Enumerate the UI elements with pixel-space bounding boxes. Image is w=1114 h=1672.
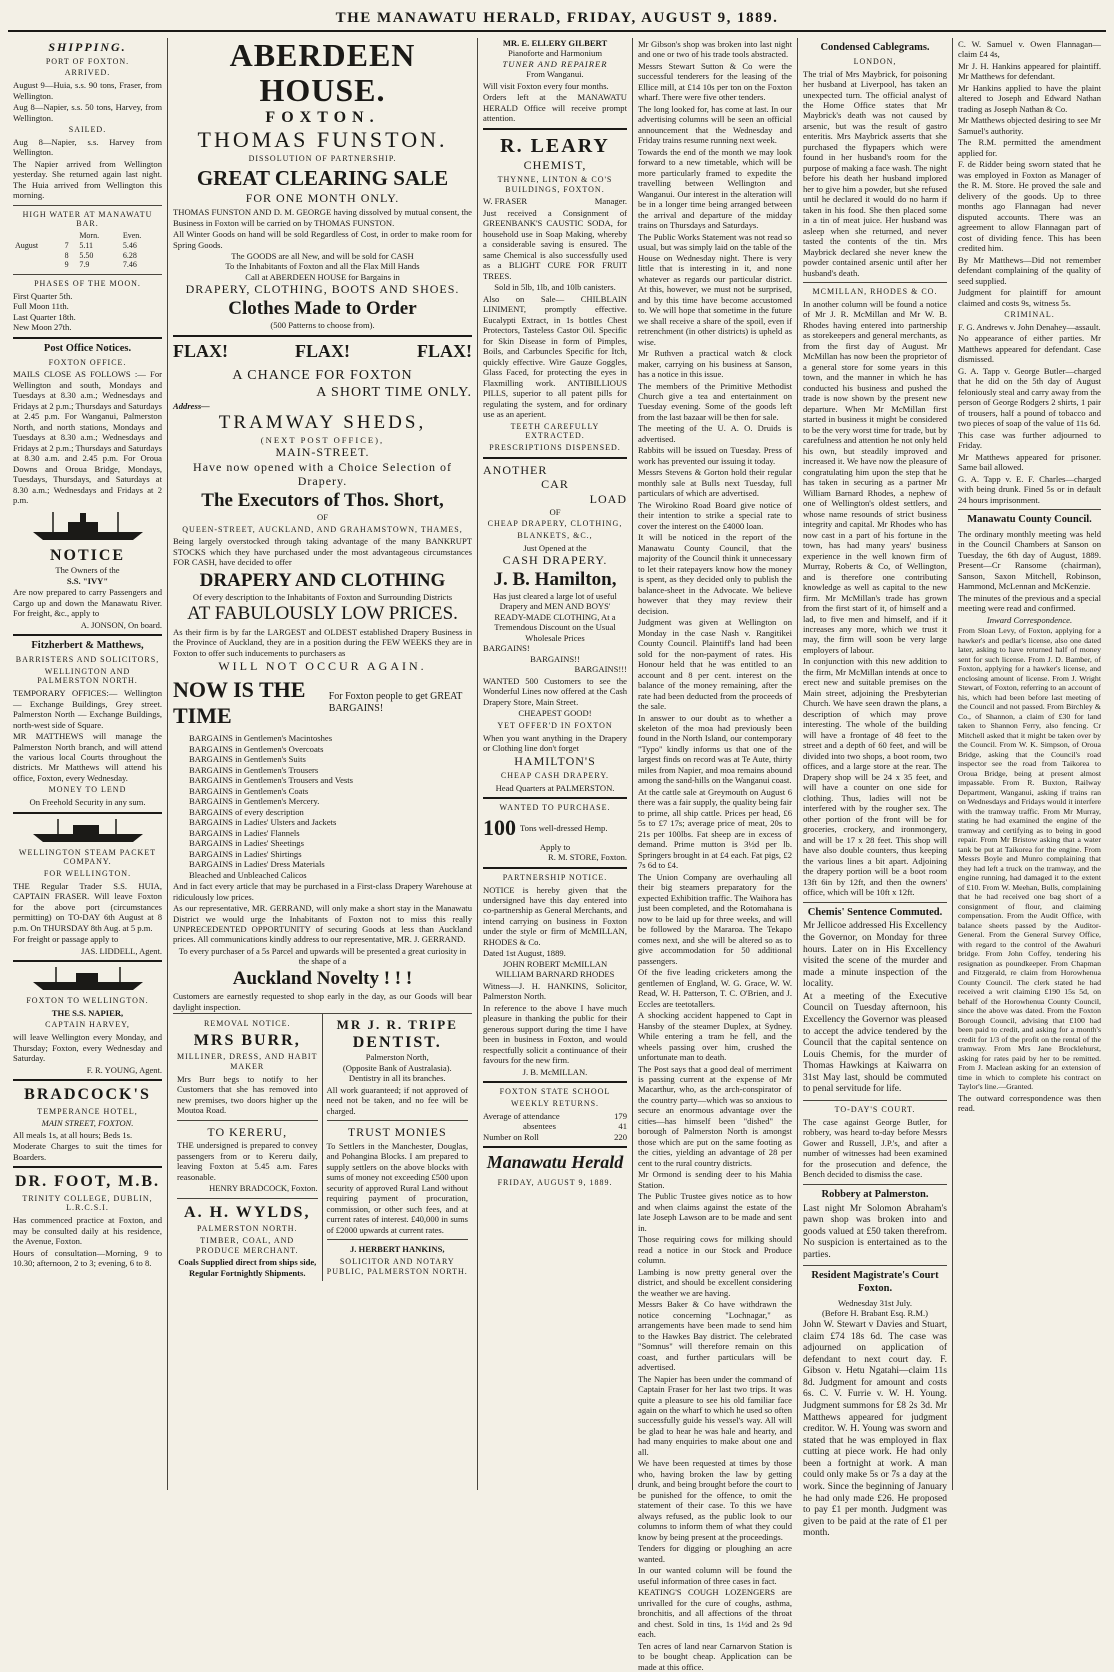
cheapest-label: CHEAPEST GOOD! xyxy=(518,708,592,719)
news-paragraph: A shocking accident happened to Capt in Hansby of the steamer Duplex, at Sydney. While entering a tram he fell, and the wheels passing over him, crushed the unfortunate man to death. xyxy=(638,1010,792,1063)
court-paragraph: Mr J. H. Hankins appeared for plaintiff. Mr Matthews for defendant. xyxy=(958,60,1101,82)
f2w-ship: THE S.S. NAPIER, xyxy=(51,1007,124,1018)
criminal-label: CRIMINAL. xyxy=(1004,310,1055,320)
aberdeen-town: FOXTON. xyxy=(265,109,380,127)
tide-table: Morn. Even. August 7 5.11 5.46 8 5.50 6.28 9 7.9 7.46 xyxy=(13,231,162,270)
tide-row: August 7 5.11 5.46 xyxy=(15,240,137,250)
shipping-title: SHIPPING. xyxy=(48,40,127,54)
teeth-text: TEETH CAREFULLY EXTRACTED. xyxy=(510,421,600,441)
court-paragraph: This case was further adjourned to Friday. xyxy=(958,429,1101,451)
fraser-name: W. FRASER xyxy=(483,196,528,207)
news-paragraph: Mr Ormond is sending deer to his Mahia Station. xyxy=(638,1169,792,1190)
reference-sign: J. B. McMILLAN. xyxy=(522,1066,588,1077)
tripe-warrant: All work guaranteed; if not approved of need not be taken, and no fee will be charged. xyxy=(326,1084,468,1116)
steamship-icon xyxy=(28,818,148,844)
court-title: TO-DAY'S COURT. xyxy=(834,1105,916,1115)
wanted2-title: WANTED TO PURCHASE. xyxy=(499,803,611,813)
list-item: BARGAINS in Gentlemen's Macintoshes xyxy=(189,733,333,744)
of-label: OF xyxy=(317,512,328,523)
novelty-title: Auckland Novelty ! ! ! xyxy=(232,967,413,989)
wylds-regular: Regular Fortnightly Shipments. xyxy=(188,1267,306,1278)
chemis-title: Chemis' Sentence Commuted. xyxy=(807,906,943,918)
hamiltons-label: HAMILTON'S xyxy=(514,754,596,769)
small-ads-row xyxy=(173,1013,472,1281)
trust-title: TRUST MONIES xyxy=(347,1125,447,1140)
school-weekly: WEEKLY RETURNS. xyxy=(510,1098,600,1108)
dr-hours: Hours of consultation—Morning, 9 to 10.30; afternoon, 2 to 3; evening, 6 to 8. xyxy=(13,1247,162,1269)
also-text: Also on Sale— CHILBLAIN LINIMENT, promptly effective. Eucalypti Extract, in 1s bottles Chest Protectors, Tasteless Castor Oil. Specific for Skin Disease in form of Pimples, Boils, and Carbuncles Specific for Itch, quickly effective. Wire Gauze Goggles, Glass Faced, for protecting the eyes in Flaxmilling work. ANTIBILLIOUS PILLS, superior to all patent pills for regulating the system, and for ordinary use as an aperient. xyxy=(483,293,627,420)
mcm-title: MCMILLAN, RHODES & CO. xyxy=(812,287,938,297)
court-paragraph: G. A. Tapp v. George Butler—charged that he did on the 5th day of August feloniously steal and carry away from the person of George Rodgers 2 shirts, 1 pair of trousers, half a pound of tobacco and two pieces of soap of the value of 11s 6d. xyxy=(958,365,1101,429)
chemis-text2: At a meeting of the Executive Council on Tuesday afternoon, his Excellency the Governor was pleased to accept the advice tendered by the Council that the capital sentence on Louis Chemis, for the murder of Thomas Hawkings at Kaiwarra on 31st May last, should be commuted to penal servitude for life. xyxy=(803,991,947,1095)
chemist-addr: THYNNE, LINTON & CO'S BUILDINGS, FOXTON. xyxy=(497,174,613,194)
burr-text: Mrs Burr begs to notify to her Customers that she has removed into new premises, two doors higher up the Moutoa Road. xyxy=(177,1073,318,1116)
daylight-text: Customers are earnestly requested to shop early in the day, as our Goods will bear daylight inspection. xyxy=(173,991,472,1012)
dr-text: Has commenced practice at Foxton, and may be consulted daily at his residence, the Avenue, Foxton. xyxy=(13,1215,162,1247)
post-title: Post Office Notices. xyxy=(43,342,132,354)
bargains-list xyxy=(173,733,472,880)
brad-addr: MAIN STREET, FOXTON. xyxy=(41,1118,134,1129)
steam-for: FOR WELLINGTON. xyxy=(43,869,132,879)
fitz-text: MR MATTHEWS will manage the Palmerston North branch, and will attend the various local Courts throughout the districts. Mr Matthews will attend his office, Foxton, every Wednesday. xyxy=(13,731,162,783)
tide-row: 8 5.50 6.28 xyxy=(64,250,137,260)
news-paragraph: At the cattle sale at Greymouth on August 6 there was a fair supply, the quality being fair to prime, all ship cattle. Prices per head, £6 5s to £7 17s; average price of meat, 20s to 21s per 100lbs. Fat sheep are in excess of demand. Prime mutton is 3½d per lb. Springers brought in at £4 each. Fat pigs, £2 7s 6d to £4. xyxy=(638,786,792,871)
call-text: Call at ABERDEEN HOUSE for Bargains in xyxy=(245,271,400,282)
for-foxton: For Foxton people to get GREAT BARGAINS! xyxy=(328,691,463,715)
notice-owners: The Owners of the xyxy=(55,565,120,576)
court-paragraph: F. de Ridder being sworn stated that he was employed in Foxton as Manager of the R. M. Store. He proved the sale and delivery of the goods. Up to three months ago Flannagan had never disputed accounts. There was an agreement to allow Flannagan part of cost of dividing fence. This has been credited him. xyxy=(958,159,1101,254)
list-item: BARGAINS in Ladies' Sheetings xyxy=(189,838,304,849)
manager-label: Manager. xyxy=(594,196,627,207)
wylds-addr: PALMERSTON NORTH. xyxy=(196,1224,298,1234)
hamilton-text: Has just cleared a large lot of useful Drapery and MEN AND BOYS' READY-MADE CLOTHING, At a Tremendous Discount on the Usual Wholesale Prices xyxy=(493,590,617,643)
news-paragraph: Ten acres of land near Carnarvon Station is to be bought cheap. Application can be made at this office. xyxy=(638,1640,792,1672)
moon-title: PHASES OF THE MOON. xyxy=(34,279,141,289)
flax-row xyxy=(173,341,472,363)
now-is-time: NOW IS THE TIME xyxy=(173,676,306,729)
fitz-title: Fitzherbert & Matthews, xyxy=(31,640,144,652)
every-desc: Of every description to the Inhabitants of Foxton and Surrounding Districts xyxy=(192,591,453,602)
masthead: THE MANAWATU HERALD, FRIDAY, AUGUST 9, 1889. xyxy=(8,6,1106,32)
port-label: PORT OF FOXTON. xyxy=(45,56,130,66)
shipping-notes: The Napier arrived from Wellington yesterday. She returned again last night. The Huia arrived from Wellington this morning. xyxy=(13,158,162,201)
partner-witness: Witness—J. H. HANKINS, Solicitor, Palmerston North. xyxy=(483,980,627,1002)
visit-text: Will visit Foxton every four months. xyxy=(483,80,609,91)
arrival-item: Aug 8—Napier, s.s. 50 tons, Harvey, from Wellington. xyxy=(13,102,162,123)
court-paragraph: C. W. Samuel v. Owen Flannagan—claim £4 4s, xyxy=(958,39,1101,60)
news-paragraph: Rabbits will be issued on Tuesday. Press of work has prevented our issuing it today. xyxy=(638,445,792,466)
fitz-sub: BARRISTERS AND SOLICITORS, xyxy=(15,654,160,664)
another-label: ANOTHER xyxy=(483,462,548,477)
fitz-offices: TEMPORARY OFFICES:— Wellington — Exchange Buildings, Grey street. Palmerston North — Exchange Buildings, north-west side of Square. xyxy=(13,688,162,730)
car-label: CAR xyxy=(541,477,569,492)
attendance-label: Average of attendance xyxy=(483,1110,560,1121)
herald-logo: Manawatu Herald xyxy=(486,1152,624,1173)
court-paragraph: Mr Hankins applied to have the plaint altered to Joseph and Edward Nathan trading as Joseph Nathan & Co. xyxy=(958,82,1101,114)
orders-text: Orders left at the MANAWATU HERALD Office will receive prompt attention. xyxy=(483,92,627,124)
list-item: BARGAINS in Gentlemen's Trousers xyxy=(189,764,319,775)
moon-item: Last Quarter 18th. xyxy=(13,311,76,322)
cheap-cash: CHEAP CASH DRAPERY. xyxy=(500,771,610,781)
news-paragraph: Tenders for digging or ploughing an acre wanted. xyxy=(638,1543,792,1564)
arrived-label: ARRIVED. xyxy=(64,68,111,78)
brad-sub: TEMPERANCE HOTEL, xyxy=(37,1106,138,1116)
rm-date: Wednesday 31st July. xyxy=(838,1298,912,1308)
court-paragraph: F. G. Andrews v. John Denahey—assault. xyxy=(958,321,1101,332)
court-paragraph: The R.M. permitted the amendment applied for. xyxy=(958,137,1101,158)
intro-text: THOMAS FUNSTON AND D. M. GEORGE having dissolved by mutual consent, the Business in Foxton will be carried on by THOMAS FUNSTON. xyxy=(173,207,472,228)
notice-ship: S.S. "IVY" xyxy=(66,575,109,586)
burr-sub: MILLINER, DRESS, AND HABIT MAKER xyxy=(177,1052,318,1072)
news-paragraph: Mr Ruthven a practical watch & clock maker, carrying on his business at Sanson, has a notice in this issue. xyxy=(638,348,792,380)
news-paragraph: Messrs Baker & Co have withdrawn the notice concerning "Lochnagar," as arrangements have been made to send him to the Hawkes Bay district. The celebrated "Somnus" will therefore remain on this coast, and further particulars will be advertised. xyxy=(638,1299,792,1373)
hamilton-title: J. B. Hamilton, xyxy=(493,568,617,590)
dr-college: TRINITY COLLEGE, DUBLIN, L.R.C.S.I. xyxy=(22,1193,153,1213)
kereru-text: THE undersigned is prepared to convey passengers from or to Kereru daily, leaving Foxton at 5.45 a.m. Fares reasonable. xyxy=(177,1140,318,1182)
news-paragraph: Messrs Stewart Sutton & Co were the successful tenderers for the leasing of the Ellice mill, at £14 10s per ton on the Foxton wharf. There were five other tenders. xyxy=(638,60,792,103)
news-paragraph: In our wanted column will be found the useful information of three cases in fact. xyxy=(638,1565,792,1586)
mcm-text: In another column will be found a notice of Mr J. R. McMillan and Mr W. B. Rhodes having entered into partnership as storekeepers and general merchants, as from the first day of August. Mr McMillan has now been the proprietor of a general store for some years in this town, and the manner in which he has conducted his business and pushed the trade is now shown by the present new departure. When Mr McMillan first started in business it might be considered to be the very worst time for trade, but by carefulness and attention he not only held his own, but steadily improved and increased it. We have now the pleasure of congratulating him upon the step that he has taken in securing as a partner Mr William Barnard Rhodes, a nephew of one of Wellington's oldest settlers, and whose name resounds of strict business integrity and capital. Mr Rhodes who has now cast in a part of his fortune in the town, has had many years' business experience in the well known firm of Murray, Roberts & Co, of Wellington, and is therefore one contributing knowledge as well as capital to the new firm. Mr McMillan's trade has grown from the first start of it, of himself and a lad, to five men and himself, and if it increases any more, which we trust it may, the firm will soon be very large employers of labour. xyxy=(803,298,947,655)
opened-line: Just Opened at the xyxy=(523,542,587,553)
wanted-text: WANTED 500 Customers to see the Wonderful Lines now offered at the Cash Drapery Store, Main Street. xyxy=(483,675,627,707)
list-item: BARGAINS in Ladies' Flannels xyxy=(189,827,300,838)
short-time-line: A SHORT TIME ONLY. xyxy=(316,384,472,400)
wylds-title: A. H. WYLDS, xyxy=(184,1203,311,1221)
wylds-coals: Coals Supplied direct from ships side, xyxy=(178,1257,317,1268)
next-post: (NEXT POST OFFICE), xyxy=(260,434,385,445)
inhabitants-text: To the Inhabitants of Foxton and all the Flax Mill Hands xyxy=(225,261,420,272)
court-text: The case against George Butler, for robbery, was heard to-day before Messrs Gower and Russell, J.P.'s, and after a number of witnesses had been examined for the prosecution and defence, the Bench decided to dismiss the case. xyxy=(803,1116,947,1180)
rm-text: John W. Stewart v Davies and Stuart, claim £74 18s 6d. The case was adjourned on application of defendant to next court day. F. Gibson v. Hetu Ngatahi—claim 11s 8d. Judgment for amount and costs 6s. C. V. Furrie v. W. H. Young. Judgment summons for £8 2s 3d. Mr Matthews appeared for judgment creditor. W. H. Young was sworn and stated that he was employed in flax cutting at piece work. He had only been a fortnight at work. A man could only make 5s or 7s a day at the work. Since the beginning of January he had only made £26. He proposed to pay £1 per month. Judgment was given to be paid at the rate of £1 per month. xyxy=(803,1319,947,1539)
rm-before: (Before H. Brabant Esq. R.M.) xyxy=(822,1308,928,1319)
sailed-item: Aug 8—Napier, s.s. Harvey from Wellington. xyxy=(13,136,162,158)
fitz-addr: WELLINGTON AND PALMERSTON NORTH. xyxy=(37,666,138,686)
court-paragraph: G. A. Tapp v. E. F. Charles—charged with being drunk. Fined 5s or in default 24 hours imprisonment. xyxy=(958,473,1101,505)
notice-title: NOTICE xyxy=(49,546,126,564)
largest-text: As their firm is by far the LARGEST and OLDEST established Drapery Business in the Province of Auckland, they are in a position during the FEW WEEKS they are in Foxton to offer such inducements to purchasers as xyxy=(173,626,472,658)
list-item: Bleached and Unbleached Calicos xyxy=(189,869,307,880)
purchaser-text: To every purchaser of a 5s Parcel and upwards will be presented a great curiosity in the shape of a xyxy=(178,945,467,967)
steam-agent: JAS. LIDDELL, Agent. xyxy=(81,945,162,956)
partner-dated: Dated 1st August, 1889. xyxy=(483,948,566,959)
hankins-sub: SOLICITOR AND NOTARY PUBLIC, PALMERSTON NORTH. xyxy=(326,1256,468,1276)
dr-title: DR. FOOT, M.B. xyxy=(14,1173,161,1191)
tramway-title: TRAMWAY SHEDS, xyxy=(218,412,427,434)
list-item: BARGAINS in Gentlemen's Suits xyxy=(189,754,306,765)
news-paragraph: Those requiring cows for milking should read a notice in our Stock and Produce column. xyxy=(638,1234,792,1266)
news-paragraph: Mr Gibson's shop was broken into last night and one or two of his trade tools abstracted. xyxy=(638,39,792,60)
wylds-trade: TIMBER, COAL, AND PRODUCE MERCHANT. xyxy=(195,1235,299,1255)
when-you: When you want anything in the Drapery or Clothing line don't forget xyxy=(483,732,627,753)
main-street: MAIN-STREET. xyxy=(275,444,370,459)
news-paragraph: The Napier has been under the command of Captain Fraser for her last two trips. It was quite a pleasure to see his old familiar face again on the wharf to which he used so often successfully guide his vessel's way. All will be glad to hear he was hale and hearty, and had many enquiries to make about one and all. xyxy=(638,1373,792,1457)
drapery-line: DRAPERY, CLOTHING, BOOTS AND SHOES. xyxy=(185,282,460,297)
news-paragraph: Towards the end of the month we may look forward to a new timetable, which will be more particularly framed to expedite the travelling between Wellington and Wanganui. Our interest in the alteration will be in a longer time being arranged between the arrival and departure of the midday trains on Thursdays and Saturdays. xyxy=(638,146,792,231)
column-5 xyxy=(798,38,953,1539)
column-4 xyxy=(633,38,798,1672)
from-label: From Wanganui. xyxy=(526,69,584,80)
news-paragraph: Judgment was given at Wellington on Monday in the case Nash v. Rangitikei County Council. Plaintiff's land had been sold for the non-payment of rates. His Honour held that he was entitled to an account and 8 per cent. interest on the balance of the money remaining, after the rate had been deducted from the proceeds of the sale. xyxy=(638,617,792,712)
store-sign: R. M. STORE, Foxton. xyxy=(548,852,627,863)
goods-text: The GOODS are all New, and will be sold for CASH xyxy=(231,251,414,261)
kereru-sign: HENRY BRADCOCK, Foxton. xyxy=(209,1183,318,1194)
news-paragraph: The Wirokino Road Board give notice of their intention to strike a special rate to cover the interest on the £4000 loan. xyxy=(638,499,792,531)
news-paragraph: The meeting of the U. A. O. Druids is advertised. xyxy=(638,423,792,444)
column-6 xyxy=(953,38,1106,1490)
robbery-title: Robbery at Palmerston. xyxy=(821,1188,929,1200)
roll-label: Number on Roll xyxy=(483,1131,539,1142)
school-title: FOXTON STATE SCHOOL xyxy=(499,1087,611,1097)
cable-london: LONDON, xyxy=(853,56,897,66)
aberdeen-title: ABERDEEN HOUSE. xyxy=(229,37,416,109)
clearing-sale: GREAT CLEARING SALE xyxy=(196,165,449,190)
leary-title: R. LEARY xyxy=(500,134,610,157)
column-1 xyxy=(8,38,168,1490)
flax-word: FLAX! xyxy=(417,340,472,361)
news-paragraph: KEATING'S COUGH LOZENGERS are unrivalled for the cure of coughs, asthma, bronchitis, and all affections of the throat and chest. Sold in tins, 1s 1½d and 2s 9d each. xyxy=(638,1587,792,1640)
steam-freight: For freight or passage apply to xyxy=(13,934,119,945)
bargains-3: BARGAINS!!! xyxy=(574,664,627,675)
news-paragraph: The long looked for, has come at last. In our advertising columns will be seen an official announcement that the Wednesday and Friday trains resume running next week. xyxy=(638,103,792,146)
list-item: BARGAINS in Gentlemen's Trousers and Vests xyxy=(189,775,353,786)
court-paragraph: Mr Matthews objected desiring to see Mr Samuel's authority. xyxy=(958,115,1101,136)
newspaper-page xyxy=(8,37,1106,1672)
flax-word: FLAX! xyxy=(295,340,350,361)
arrival-item: August 9—Huia, s.s. 90 tons, Fraser, from Wellington. xyxy=(13,80,162,101)
chemis-text: Mr Jellicoe addressed His Excellency the Governor, on Monday for three hours. Later on in His Excellency visited the scene of the murder and made a minute inspection of the locality. xyxy=(803,921,947,990)
f2w-agent: F. R. YOUNG, Agent. xyxy=(86,1064,162,1075)
executors-title: The Executors of Thos. Short, xyxy=(201,489,444,511)
list-item: BARGAINS in Gentlemen's Mercery. xyxy=(189,796,320,807)
tripe-title: MR J. R. TRIPE xyxy=(336,1017,458,1033)
chance-line: A CHANCE FOR FOXTON xyxy=(232,367,413,383)
burr-title: MRS BURR, xyxy=(193,1031,301,1049)
will-not-occur: WILL NOT OCCUR AGAIN. xyxy=(218,659,427,673)
money-sub: On Freehold Security in any sum. xyxy=(29,797,146,808)
consign-text: Just received a Consignment of GREENBANK'S CAUSTIC SODA, for household use in Soap Making, whereby a considerable saving is ensured. The same Chemical is also successfully used as a BLIGHT CURE FOR FRUIT TREES. xyxy=(483,207,627,281)
herald-date: FRIDAY, AUGUST 9, 1889. xyxy=(497,1178,613,1188)
council-text: The ordinary monthly meeting was held in the Council Chambers at Sanson on Tuesday, the 6th day of August, 1889. Present—Cr Ransome (chairman), Sanson, Saxon Mitchell, Robinson, Hammond, McLennan and McKenzie. xyxy=(958,528,1101,592)
yet-offer: YET OFFER'D IN FOXTON xyxy=(497,720,613,730)
cable-text: The trial of Mrs Maybrick, for poisoning her husband at Liverpool, has taken an unexpected turn. The official analyst of the Home Office states that Mr Maybrick's death was not caused by arsenic, but was the result of gastro enteritis. Mrs Maybrick asserts that she purchased the flypapers which were found in her husband's room for the purpose of making a face wash. The night before his death her husband implored her to give him a powder, but she refused until he declared it would do no harm if taken in his food. She then placed some in a tin of meat juice. Her husband was asleep when she returned, and never tasted the contents of the tin. Mrs Maybrick declared she never knew the powder contained arsenic until after her husband's death. xyxy=(803,68,947,278)
tons-text: Tons well-dressed Hemp. xyxy=(520,823,608,834)
list-item: BARGAINS in Ladies' Ulsters and Jackets xyxy=(189,817,337,828)
dissolution: DISSOLUTION OF PARTNERSHIP. xyxy=(248,154,397,164)
post-text: MAILS CLOSE AS FOLLOWS :— For Wellington and south, Mondays and Tuesdays at 8.30 a.m.; Wednesdays and Fridays at 2 p.m.; Thursdays and Saturdays at 2.45 p.m. For Wanganui, Palmerston North, and north stations, Mondays and Tuesdays at 8.30 a.m.; Wednesdays and Fridays at 2 p.m.; Thursdays and Saturdays at 8.30 a.m. and 2.45 p.m. For Oroua Downs and Oroua Bridge, Mondays, Tuesdays, Thursdays, and Saturdays at 8.30 a.m.; Wednesdays and Fridays at 2 p.m. xyxy=(13,369,162,506)
flax-word: FLAX! xyxy=(173,340,228,361)
court-paragraph: No appearance of either parties. Mr Matthews appeared for defendant. Case dismissed. xyxy=(958,333,1101,365)
f2w-captain: CAPTAIN HARVEY, xyxy=(45,1020,130,1030)
brad-meals: All meals 1s, at all hours; Beds 1s. xyxy=(13,1129,133,1140)
absentees-label: absentees xyxy=(523,1121,556,1132)
drapery-clothing: DRAPERY AND CLOTHING xyxy=(199,569,446,591)
bargains-2: BARGAINS!! xyxy=(530,653,580,664)
sailed-label: SAILED. xyxy=(68,125,107,135)
tide-row: 9 7.9 7.46 xyxy=(64,260,137,270)
attendance-value: 179 xyxy=(614,1110,627,1121)
news-paragraph: The Public Works Statement was not read so usual, but was simply laid on the table of the House on Wednesday night. There is very little that is interesting in it, and none whatever as regards our particular district. At this, however, we must not be surprised, and by this time have become accustomed to. We will hope that sometime in the future we shall receive a share of the spoil, even if retrenchment (in other districts) is upheld as wise. xyxy=(638,231,792,347)
news-paragraph: Messrs Stevens & Gorton hold their regular monthly sale at Bulls next Tuesday, full particulars of which are advertised. xyxy=(638,467,792,499)
partner-names: JOHN ROBERT McMILLAN WILLIAM BARNARD RHODES xyxy=(495,958,615,980)
clothes-title: Clothes Made to Order xyxy=(228,298,417,320)
court-paragraph: Mr Matthews appeared for prisoner. Same bail allowed. xyxy=(958,451,1101,473)
list-item: BARGAINS in Ladies' Shirtings xyxy=(189,848,302,859)
gilbert-sub: Pianoforte and Harmonium xyxy=(507,48,603,59)
list-item: BARGAINS in Gentlemen's Overcoats xyxy=(189,743,324,754)
council-title: Manawatu County Council. xyxy=(967,514,1092,526)
outward-text: The outward correspondence was then read. xyxy=(958,1092,1101,1114)
court-paragraph: Judgment for plaintiff for amount claimed and costs 9s, witness 5s. xyxy=(958,287,1101,308)
absentees-value: 41 xyxy=(618,1121,627,1132)
news-paragraph: The members of the Primitive Methodist Church give a tea and entertainment on Tuesday evening. Some of the goods left from the last bazaar will be then for sale. xyxy=(638,380,792,422)
cheap-line: CHEAP DRAPERY, CLOTHING, xyxy=(487,519,623,529)
tripe-addr: Palmerston North, xyxy=(365,1052,429,1063)
partner-text: NOTICE is hereby given that the undersigned have this day entered into co-partnership as General Merchants, and intend carrying on business in Foxton under the style or firm of McMILLAN, RHODES & Co. xyxy=(483,884,627,947)
news-paragraph: The Union Company are overhauling all their big steamers preparatory for the expected Exhibition traffic. The Waihora has just been completed, and the Rotomahana is now to be laid up for three weeks, and will be followed by the Mararoa. The Tekapo comes next, and she will be altered so as to give accommodation for 50 additional passengers. xyxy=(638,871,792,966)
steamship-icon xyxy=(28,510,148,542)
news-paragraph: Of the five leading cricketers among the gentlemen of England, W. G. Grace, W. W. Read, W. H. Patterson, T. C. O'Brien, and J. Eccles are teetotallers. xyxy=(638,967,792,1009)
minutes-text: The minutes of the previous and a special meeting were read and confirmed. xyxy=(958,592,1101,614)
steam-text: THE Regular Trader S.S. HUIA, CAPTAIN FRASER. Will leave Foxton for the above port (circumstances permitting) on TO-DAY 6th August at 8 p.m. On THURSDAY 8th Aug. at 5 p.m. xyxy=(13,880,162,933)
low-prices: AT FABULOUSLY LOW PRICES. xyxy=(187,603,458,625)
overstocked-text: Being largely overstocked through taking advantage of the many BANKRUPT STOCKS which they have purchased under the most advantageous circumstances FOR CASH, have decided to offer xyxy=(173,536,472,568)
one-month: FOR ONE MONTH ONLY. xyxy=(245,191,400,206)
queen-street: QUEEN-STREET, AUCKLAND, AND GRAHAMSTOWN, THAMES, xyxy=(182,524,463,534)
head-quarters: Head Quarters at PALMERSTON. xyxy=(495,782,615,793)
inward-label: Inward Correspondence. xyxy=(986,614,1073,625)
every-article: And in fact every article that may be purchased in a First-class Drapery Warehouse at ridiculously low prices. xyxy=(173,881,472,902)
tins-text: Sold in 5lb, 1lb, and 10lb canisters. xyxy=(494,282,616,293)
money-title: MONEY TO LEND xyxy=(48,785,127,795)
column-3 xyxy=(478,38,633,1490)
of-label: OF xyxy=(549,506,561,517)
notice-text: Are now prepared to carry Passengers and Cargo up and down the Manawatu River. For freight, &c., apply to xyxy=(13,587,162,619)
news-paragraph: The Public Trustee gives notice as to how and when claims against the estate of the late Joseph Lawson are to be made and sent in. xyxy=(638,1191,792,1233)
list-item: BARGAINS in Gentlemen's Coats xyxy=(189,785,309,796)
news-paragraph: It will be noticed in the report of the Manawatu County Council, that the majority of the Council think it unnecessary to let their ratepayers know how the money is spent, as they decided only to publish the balance-sheet in the Advocate. We believe however that they may review their decision. xyxy=(638,532,792,616)
column-2 xyxy=(168,38,478,1490)
post-sub: FOXTON OFFICE. xyxy=(48,357,127,367)
apply-text: Apply to xyxy=(539,841,571,852)
tripe-text: Dentistry in all its branches. xyxy=(348,1073,446,1084)
steam-title: WELLINGTON STEAM PACKET COMPANY. xyxy=(18,847,157,867)
reference-text: In reference to the above I have much pleasure in thanking the public for their generous support during the time I have been in business in Foxton, and would respectfully solicit a continuance of their favours for the new firm. xyxy=(483,1002,627,1066)
load-label: LOAD xyxy=(589,492,627,507)
chemist-label: CHEMIST, xyxy=(523,158,587,173)
gilbert-title: MR. E. ELLERY GILBERT xyxy=(502,38,608,48)
rm-title: Resident Magistrate's Court Foxton. xyxy=(811,1270,939,1295)
address-label: Address— xyxy=(173,400,210,411)
tripe-bank: (Opposite Bank of Australasia). xyxy=(342,1062,452,1073)
prescriptions-text: PRESCRIPTIONS DISPENSED. xyxy=(489,443,621,453)
tripe-sub: DENTIST. xyxy=(352,1033,442,1051)
moon-item: Full Moon 11th. xyxy=(13,301,69,312)
moon-item: New Moon 27th. xyxy=(13,322,72,333)
brad-charges: Moderate Charges to suit the times for Boarders. xyxy=(13,1141,162,1162)
court-paragraph: By Mr Matthews—Did not remember defendant complaining of the quality of seed supplied. xyxy=(958,254,1101,286)
removal-title: REMOVAL NOTICE. xyxy=(203,1019,291,1029)
robbery-text: Last night Mr Solomon Abraham's pawn shop was broken into and goods valued at £50 taken therefrom. No suspicion is entertained as to the parties. xyxy=(803,1203,947,1260)
blankets-line: BLANKETS, &C., xyxy=(517,530,593,540)
trust-text: To Settlers in the Manchester, Douglas, and Pohangina Blocks. I am prepared to supply settlers on the above blocks with sums of money not exceeding £500 upon security of approved Rural Land without requiring payment of procuration, commission, or other such fees, and at current rates of interest. £40,000 in sums of £2000 upwards at current rates. xyxy=(326,1140,468,1235)
brad-title: BRADCOCK'S xyxy=(24,1086,151,1103)
hundred-label: 100 xyxy=(483,815,516,841)
news-paragraph: Lambing is now pretty general over the district, and should be excellent considering the weather we are having. xyxy=(638,1266,792,1298)
steamship-icon xyxy=(28,966,148,992)
hankins-title: J. HERBERT HANKINS, xyxy=(349,1244,445,1255)
opened-text: Have now opened with a Choice Selection of Drapery. xyxy=(193,459,452,489)
cable-title: Condensed Cablegrams. xyxy=(820,42,930,53)
cash-line: CASH DRAPERY. xyxy=(502,553,608,568)
winter-text: All Winter Goods on hand will be sold Regardless of Cost, in order to make room for Spring Goods. xyxy=(173,229,472,250)
list-item: BARGAINS in Ladies' Dress Materials xyxy=(189,859,325,870)
news-paragraph: The Post says that a good deal of merriment is passing current at the expense of Mr Macarthur, who, as the arch-conspirator of the country party—which was so anxious to secure an enormous advantage over the cities—has himself been "dished" the borough of Palmerston North is amongst those which are put on the same footing as the cities, yielding an advantage of 28 per cent to the rural country districts. xyxy=(638,1063,792,1168)
news-paragraph: We have been requested at times by those who, having broken the law by getting drunk, and being brought before the court to be punished for the offence, to omit the statement of their case. To this we have always refused, as the public look to our columns to inform them of what they could know by being present at the proceedings. xyxy=(638,1458,792,1542)
correspondence-text: From Sloan Levy, of Foxton, applying for a hawker's and pedlar's license, also one dated later, asking to have returned half of money sent for such license. From J. D. Bamber, of Foxton, applying for a hawker's license, and enclosing amount of license. From J. Wright Stewart, of Foxton, referring to an account of his, which had been before last meeting of the Council and not passed. From Birchley & Co., of Shannon, a claim of £30 for land taken to Shannon Ferry, also fencing. Cr Mitchell asked that it might be taken over by the Council. From W. K. Simpson, of Oroua Bridge, asking that the Council's road inspector see the road from Taikorea to Oroua Bridge, being at present almost impassable. From R. Buxton, Railway Department, Wanganui, asking if trains ran on Wednesdays and Fridays would it interfere with the tramway traffic. From Mr Murray, stating he had examined the engine of the tramway and certifying as to being in good repair. From Mr Bristow asking that a water tank be put at Taikorea for the engine. From Messrs Boyle and Munro complaining that they had left a truck on the tramway, and the engine running, had damaged it to the extent of £10. From W. Meehan, Bulls, complaining that he had received one bag short of a consignment of flour, and claiming compensation. From the Audit Office, with balance sheets passed by the Auditor-General. From the General Survey Office, with regard to the control of the Awahuri bridge. From John Coffey, tendering his resignation as poundkeeper. From Chapman and Fitzgerald, re claim from Horowhenua County Council. The clerk stated he had received a writ claiming £190 15s 5d, on behalf of the Horowhenua County Council, since the above was dated. From the Foxton Borough Council, advising that £100 had been paid to credit, and asking for a month's credit for 1/3 of the profit on the rental of the tramway. From Mrs Jane Brocklehurst, asking for rates paid by her to be remitted. From J. Maclean asking for an extension of time in which to complete his contract on Taylor's line.—Granted. xyxy=(958,626,1102,1092)
f2w-text: will leave Wellington every Monday, and Thursday; Foxton, every Wednesday and Saturday. xyxy=(13,1032,162,1064)
roll-value: 220 xyxy=(614,1131,627,1142)
high-water-title: HIGH WATER AT MANAWATU BAR. xyxy=(22,209,153,229)
partner-title: PARTNERSHIP NOTICE. xyxy=(502,872,608,882)
notice-sign: A. JONSON, On board. xyxy=(80,619,162,630)
bargains-1: BARGAINS! xyxy=(483,643,530,654)
moon-item: First Quarter 5th. xyxy=(13,290,73,301)
patterns-text: (500 Patterns to choose from). xyxy=(270,320,375,331)
f2w-title: FOXTON TO WELLINGTON. xyxy=(26,996,149,1006)
representative-text: As our representative, MR. GERRAND, will only make a short stay in the Manawatu District we would urge the Inhabitants of Foxton not to miss this really UNPRECEDENTED OPPORTUNITY of securing Goods at less than Auckland prices. All communications kindly address to our representative, MR. J. GERRAND. xyxy=(173,903,472,945)
aberdeen-owner: THOMAS FUNSTON. xyxy=(197,126,448,152)
kereru-title: TO KERERU, xyxy=(207,1124,288,1139)
tuner-label: TUNER AND REPAIRER xyxy=(502,58,608,69)
list-item: BARGAINS of every description xyxy=(189,806,304,817)
news-paragraph: In answer to our doubt as to whether a skeleton of the moa had previously been found in the North Island, our contemporary "Typo" kindly informs us that one of the largest finds on record was at Te Aute, thirty miles from Napier, and moa remains abound among the sand-hills on the Wanganui coast. xyxy=(638,712,792,786)
mcm-text2: In conjunction with this new addition to the firm, Mr McMillan intends at once to erect new and suitable premises on the Main street, adjoining the Presbyterian Church. We have seen drawn the plans, a description of which may prove interesting. The whole of the building will have a frontage of 48 feet to the street and a depth of 60 feet, and will be divided into two shops, a boot room, two offices, and a large store at the rear. The Drapery shop will be 24 x 35 feet, and will have a counter on one side for clothing. Thus, ladies will not be interfered with by the rougher sex. The other portion of the front will be for groceries, crockery, and ironmongery, and will be 17 x 28 feet. This shop will have also double counters, thus keeping the various lines a bit apart. Adjoining the drapery portion will be a boot room 13ft 6in by 12ft, and then the owners' office, which will be 10ft x 12ft. xyxy=(803,656,947,898)
